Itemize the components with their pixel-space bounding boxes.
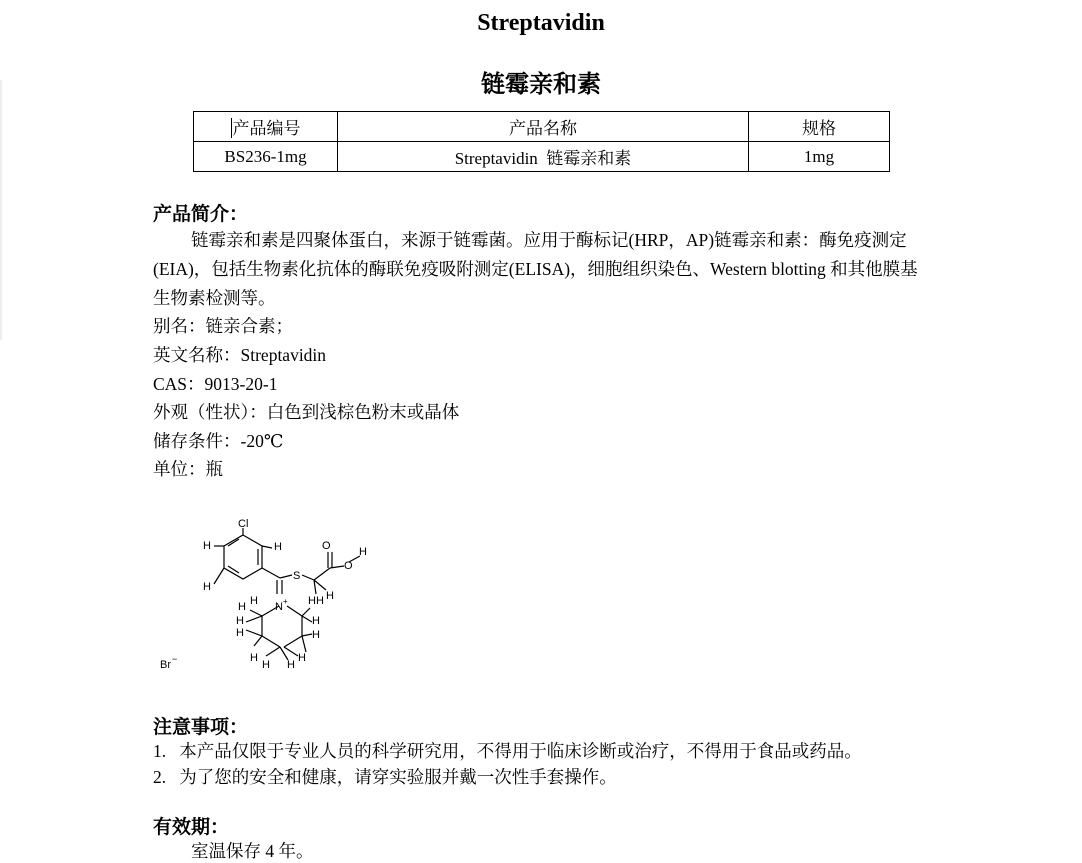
appearance-line: 外观（性状）：白色到浅棕色粉末或晶体 bbox=[153, 402, 460, 422]
label-h-14: H bbox=[250, 652, 258, 664]
label-h-8: H bbox=[250, 595, 258, 607]
table-header-row bbox=[194, 112, 890, 142]
text-cursor bbox=[231, 118, 232, 138]
cell-spec: 1mg bbox=[749, 142, 890, 172]
english-name-line: 英文名称：Streptavidin bbox=[153, 345, 327, 365]
label-n: N bbox=[275, 601, 283, 613]
label-h-2: H bbox=[274, 541, 282, 553]
label-h-12: H bbox=[312, 615, 320, 627]
product-table bbox=[193, 111, 890, 172]
header-product-code bbox=[194, 112, 338, 142]
title-english: Streptavidin bbox=[477, 10, 605, 36]
cell-product-code: BS236-1mg bbox=[194, 142, 338, 172]
page-edge-shadow bbox=[0, 80, 3, 340]
intro-paragraph-text: 链霉亲和素是四聚体蛋白，来源于链霉菌。应用于酶标记(HRP，AP)链霉亲和素：酶免疫测定(EIA)，包括生物素化抗体的酶联免疫吸附测定(ELISA)，细胞组织染色、Western blotting 和其他膜基生物素检测等。 bbox=[153, 230, 918, 308]
label-h-16: H bbox=[287, 659, 295, 671]
label-h-5: H bbox=[308, 595, 316, 607]
cas-line: CAS：9013-20-1 bbox=[153, 374, 278, 394]
header-product-name: 产品名称 bbox=[338, 112, 749, 142]
label-h-3: H bbox=[203, 581, 211, 593]
unit-line: 单位：瓶 bbox=[153, 459, 223, 479]
validity-text: 室温保存 4 年。 bbox=[191, 841, 314, 861]
label-h-1: H bbox=[203, 540, 211, 552]
cell-product-name: Streptavidin 链霉亲和素 bbox=[338, 142, 749, 172]
chemical-structure bbox=[150, 510, 390, 680]
table-row bbox=[194, 142, 890, 172]
notes-item-1: 1. 本产品仅限于专业人员的科学研究用，不得用于临床诊断或治疗，不得用于食品或药品。 bbox=[153, 741, 862, 761]
label-h-4: H bbox=[359, 546, 367, 558]
validity-heading: 有效期： bbox=[153, 817, 230, 838]
label-n-plus: + bbox=[283, 597, 288, 606]
notes-item-2: 2. 为了您的安全和健康，请穿实验服并戴一次性手套操作。 bbox=[153, 767, 617, 787]
label-h-11: H bbox=[236, 627, 244, 639]
label-br-minus: − bbox=[172, 654, 178, 664]
header-product-code-label: 产品编号 bbox=[232, 119, 301, 138]
label-s: S bbox=[293, 570, 301, 582]
label-cl: Cl bbox=[238, 518, 249, 530]
title-chinese: 链霉亲和素 bbox=[481, 70, 601, 98]
header-spec: 规格 bbox=[749, 112, 890, 142]
label-h-17: H bbox=[298, 652, 306, 664]
alias-line: 别名：链亲合素； bbox=[153, 316, 293, 336]
notes-heading: 注意事项： bbox=[153, 717, 249, 738]
label-h-13: H bbox=[312, 629, 320, 641]
label-o-hydroxyl: O bbox=[344, 560, 353, 572]
intro-heading: 产品简介： bbox=[153, 204, 249, 225]
label-o-carbonyl: O bbox=[322, 540, 331, 552]
label-h-9: H bbox=[238, 601, 246, 613]
label-h-6: H bbox=[326, 590, 334, 602]
storage-line: 储存条件：-20℃ bbox=[153, 431, 284, 451]
label-h-10: H bbox=[236, 615, 244, 627]
label-h-15: H bbox=[262, 659, 270, 671]
label-h-7: H bbox=[316, 595, 324, 607]
label-br: Br bbox=[160, 659, 171, 671]
intro-paragraph bbox=[153, 226, 933, 313]
